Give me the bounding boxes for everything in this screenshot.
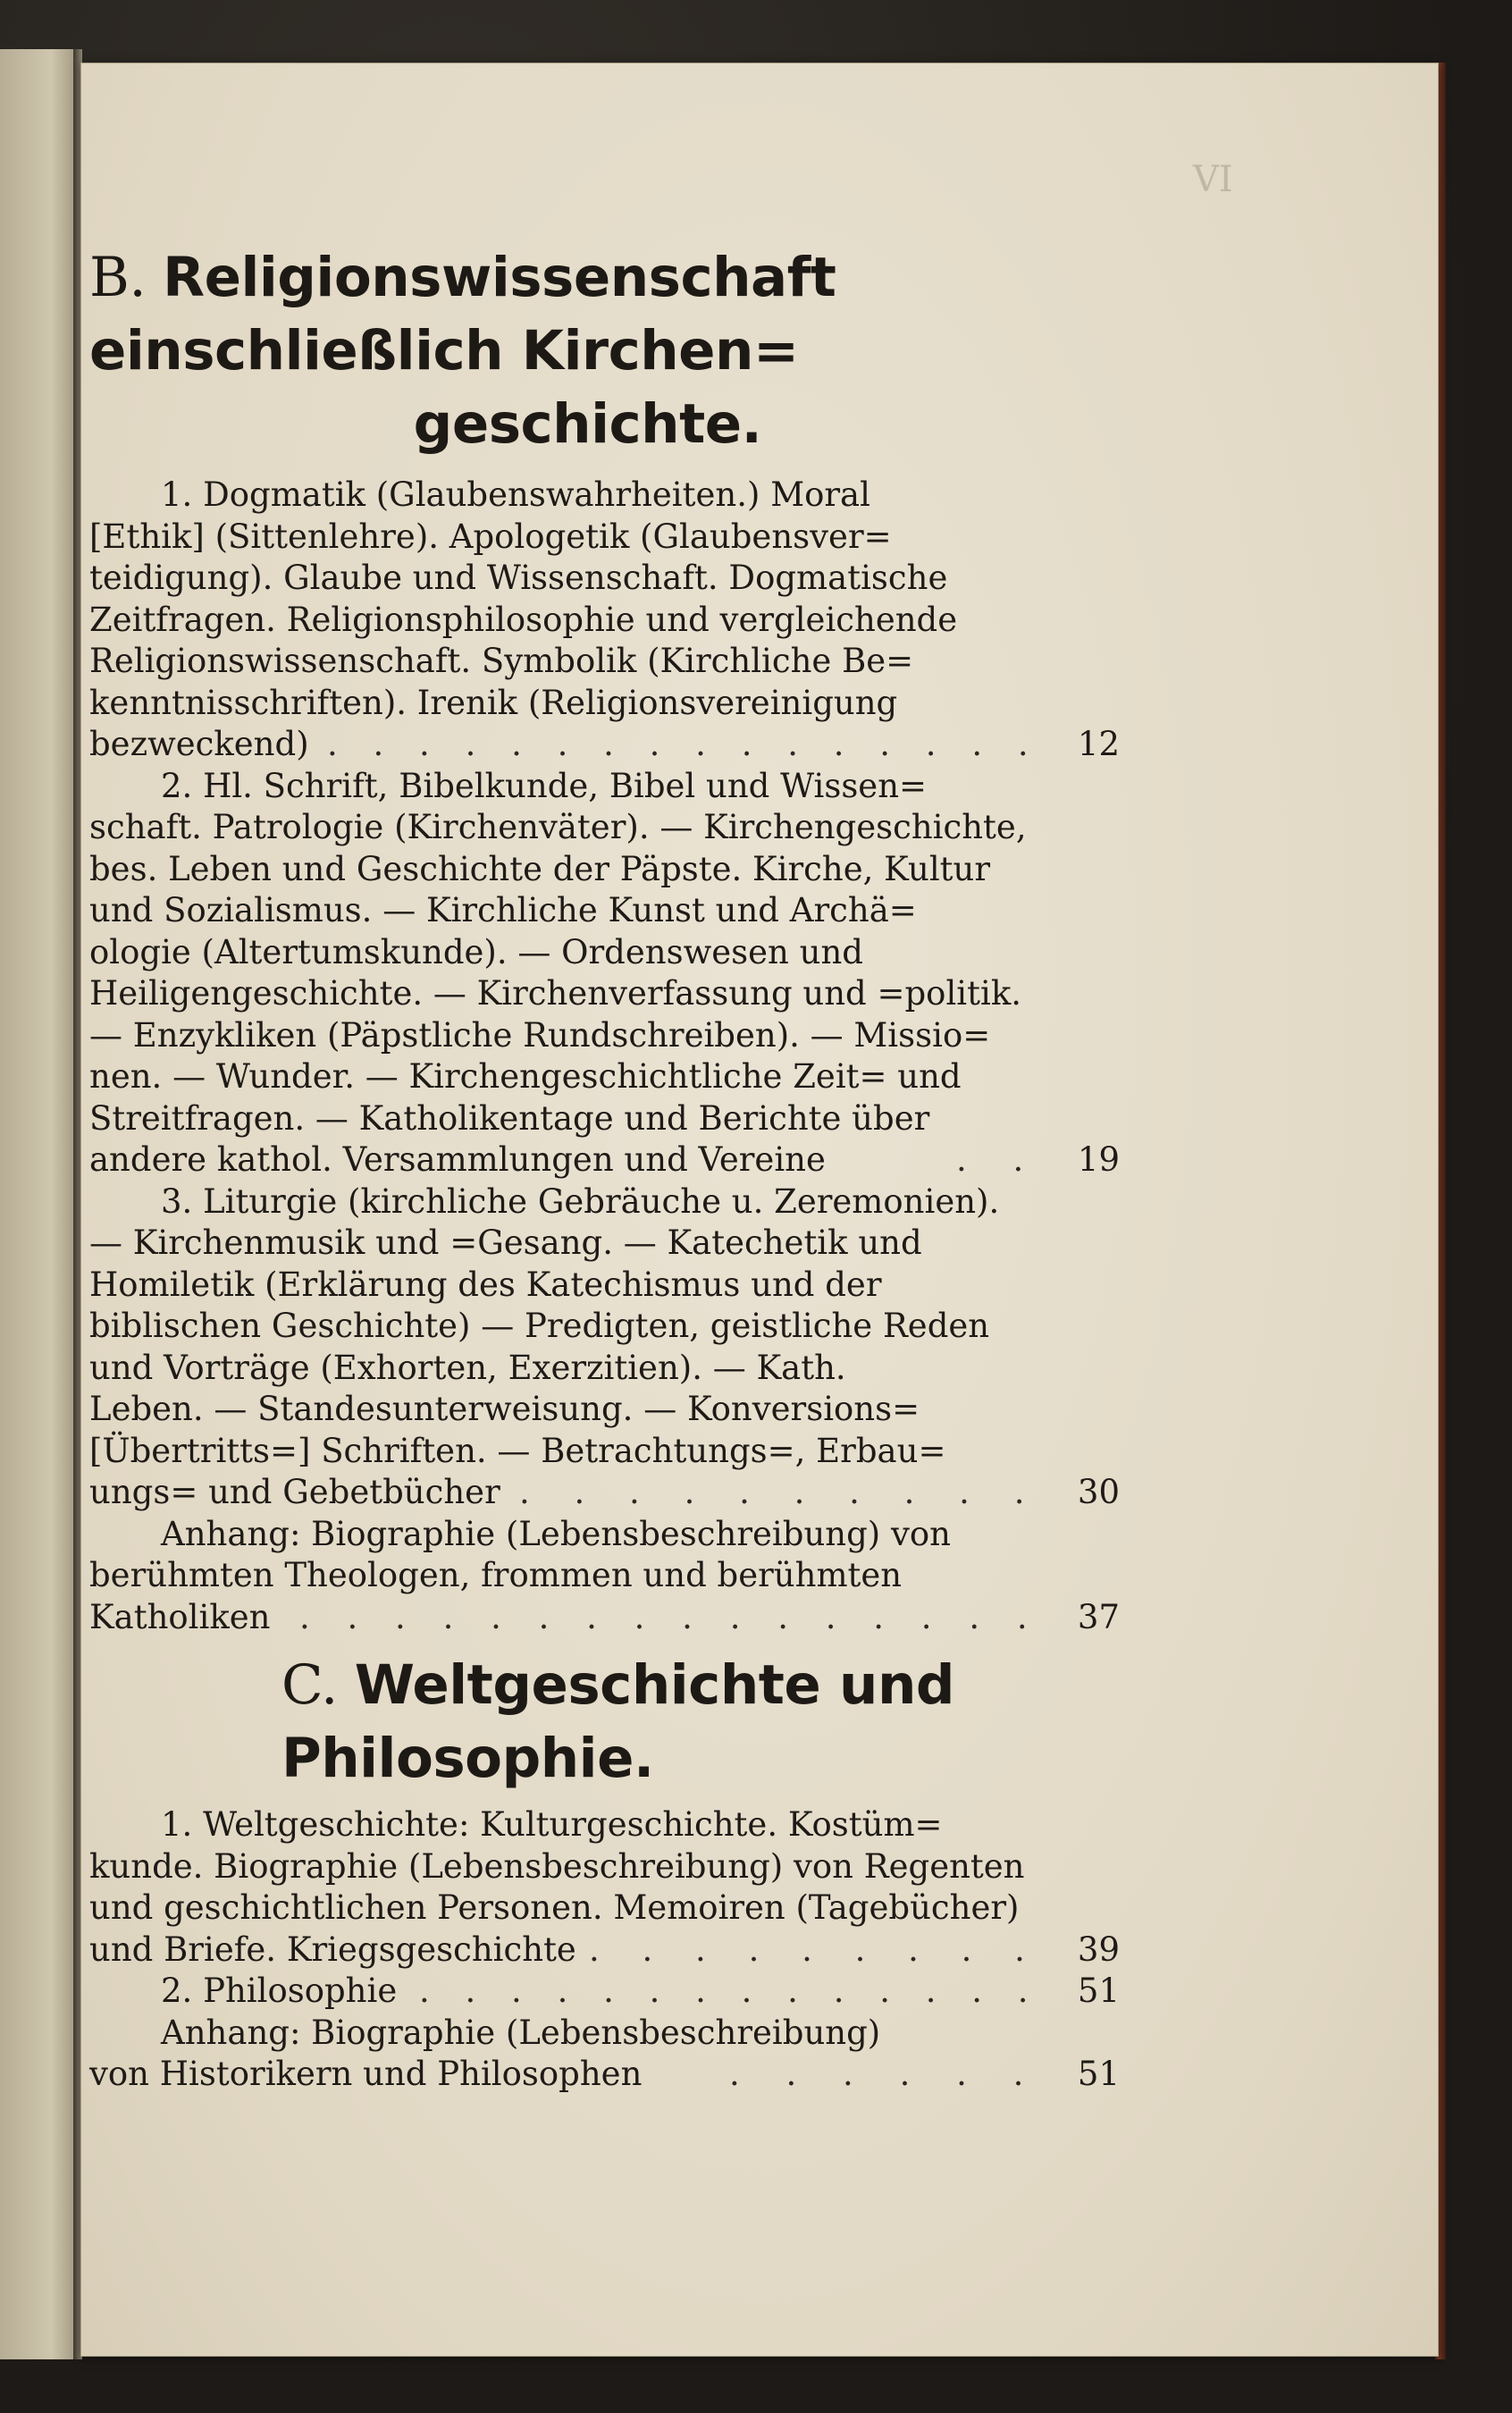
toc-line (89, 1554, 1104, 1597)
toc-line (89, 1845, 1104, 1888)
toc-line (89, 1139, 1120, 1181)
toc-line (89, 682, 1104, 725)
toc-line (89, 972, 1104, 1015)
toc-line-text: biblischen Geschichte) — Predigten, geistliche Reden (89, 1307, 990, 1345)
toc-line (89, 1181, 1104, 1223)
toc-line (89, 889, 1104, 932)
toc-line (89, 1803, 1104, 1846)
toc-line-text: schaft. Patrologie (Kirchenväter). — Kirchengeschichte, (89, 808, 1027, 846)
toc-line-text: kenntnisschriften). Irenik (Religionsvereinigung (89, 683, 898, 722)
section-b-heading (89, 241, 1251, 461)
toc-line (89, 2053, 1120, 2096)
toc-line-text: [Ethik] (Sittenlehre). Apologetik (Glaubensver= (89, 517, 892, 556)
toc-line (89, 848, 1104, 891)
toc-line-text: Katholiken (89, 1597, 271, 1636)
toc-line (89, 474, 1104, 517)
toc-line (89, 1097, 1104, 1140)
section-c-heading (89, 1649, 1264, 1795)
toc-line-text: 1. Dogmatik (Glaubenswahrheiten.) Moral (161, 475, 870, 514)
toc-leader-dots: . . . . . . . . . . (519, 1473, 1042, 1511)
toc-leader-dots: . . . . . . . . . (589, 1930, 1041, 1969)
toc-line-text: und Vorträge (Exhorten, Exerzitien). — Kath. (89, 1348, 846, 1387)
toc-line (89, 1471, 1120, 1514)
toc-line-text: ungs= und Gebetbücher (89, 1473, 500, 1511)
toc-line-text: Heiligengeschichte. — Kirchenverfassung und =politik. (89, 974, 1022, 1013)
toc-line (89, 723, 1120, 766)
toc-line-text: Anhang: Biographie (Lebensbeschreibung) von (161, 1514, 951, 1553)
toc-line (89, 1388, 1104, 1431)
toc-line-text: bes. Leben und Geschichte der Päpste. Kirche, Kultur (89, 849, 991, 888)
toc-line-text: bezweckend) (89, 725, 309, 763)
toc-line-text: Anhang: Biographie (Lebensbeschreibung) (161, 2013, 881, 2052)
toc-line-text: [Übertritts=] Schriften. — Betrachtungs=, Erbau= (89, 1431, 946, 1470)
toc-line-text: andere kathol. Versammlungen und Vereine (89, 1140, 826, 1179)
toc-line-text: Homiletik (Erklärung des Katechismus und der (89, 1265, 882, 1304)
toc-leader-dots: . . . . . . . . . . . . . . (419, 1972, 1041, 2010)
toc-line (89, 640, 1104, 683)
toc-page-number: 51 (1077, 1972, 1120, 2010)
section-b-letter: B. (89, 246, 147, 309)
toc-line-text: kunde. Biographie (Lebensbeschreibung) von Regenten (89, 1846, 1025, 1886)
toc-line (89, 1513, 1104, 1556)
section-b-heading-line2: geschichte. (413, 392, 762, 456)
toc-page-number: 51 (1077, 2055, 1120, 2093)
toc-line (89, 806, 1104, 849)
toc-line (89, 1305, 1104, 1348)
toc-line-text: Religionswissenschaft. Symbolik (Kirchliche Be= (89, 642, 914, 680)
toc-line-text: 2. Hl. Schrift, Bibelkunde, Bibel und Wissen= (161, 766, 928, 805)
toc-leader-dots: . . (956, 1140, 1042, 1179)
toc-page-number: 30 (1077, 1473, 1120, 1511)
toc-line-text: von Historikern und Philosophen (89, 2055, 643, 2093)
bleed-through-page-number: VI (1193, 159, 1233, 200)
toc-line-text: 3. Liturgie (kirchliche Gebräuche u. Zeremonien). (161, 1181, 1000, 1221)
toc-line-text: nen. — Wunder. — Kirchengeschichtliche Zeit= und (89, 1057, 962, 1096)
toc-line-text: ologie (Altertumskunde). — Ordenswesen und (89, 932, 863, 971)
toc-page-number: 12 (1077, 725, 1120, 763)
toc-page-number: 39 (1077, 1930, 1120, 1969)
toc-line (89, 765, 1104, 808)
toc-line (89, 1264, 1104, 1307)
toc-line-text: teidigung). Glaube und Wissenschaft. Dogmatische (89, 559, 948, 597)
toc-line (89, 1970, 1120, 2013)
toc-leader-dots: . . . . . . . . . . . . . . . . (299, 1597, 1041, 1636)
toc-line-text: 1. Weltgeschichte: Kulturgeschichte. Kostüm= (161, 1805, 943, 1844)
toc-line-text: Leben. — Standesunterweisung. — Konversions= (89, 1390, 920, 1428)
toc-line-text: Streitfragen. — Katholikentage und Berichte über (89, 1098, 930, 1138)
toc-line-text: und geschichtlichen Personen. Memoiren (Tagebücher) (89, 1888, 1020, 1927)
toc-line (89, 1014, 1104, 1057)
toc-line (89, 1347, 1104, 1390)
toc-line-text: und Sozialismus. — Kirchliche Kunst und Archä= (89, 891, 917, 929)
toc-line-text: — Enzykliken (Päpstliche Rundschreiben). — Missio= (89, 1015, 991, 1055)
toc-line (89, 931, 1104, 974)
toc-line (89, 1929, 1120, 1972)
toc-line-text: 2. Philosophie (161, 1972, 398, 2010)
toc-line (89, 1430, 1104, 1473)
section-b-heading-line1: Religionswissenschaft einschließlich Kirchen= (89, 246, 836, 383)
toc-line-text: Zeitfragen. Religionsphilosophie und vergleichende (89, 600, 958, 639)
toc-page-number: 19 (1077, 1140, 1120, 1179)
section-c-letter: C. (281, 1653, 338, 1717)
toc-line (89, 1055, 1104, 1098)
toc-line (89, 599, 1104, 642)
toc-line-text: — Kirchenmusik und =Gesang. — Katechetik und (89, 1223, 922, 1262)
toc-line (89, 2012, 1104, 2055)
toc-line-text: berühmten Theologen, frommen und berühmten (89, 1556, 903, 1594)
toc-line (89, 1596, 1120, 1639)
toc-leader-dots: . . . . . . . . . . . . . . . . (327, 725, 1041, 763)
toc-line-text: und Briefe. Kriegsgeschichte (89, 1930, 576, 1969)
section-c-heading-text: Weltgeschichte und Philosophie. (281, 1653, 955, 1790)
left-page-edge (0, 49, 75, 2359)
toc-line (89, 557, 1104, 600)
toc-page-number: 37 (1077, 1597, 1120, 1636)
toc-line (89, 1222, 1104, 1265)
toc-line (89, 516, 1104, 559)
toc-line (89, 1887, 1104, 1930)
toc-leader-dots: . . . . . . (729, 2055, 1042, 2093)
